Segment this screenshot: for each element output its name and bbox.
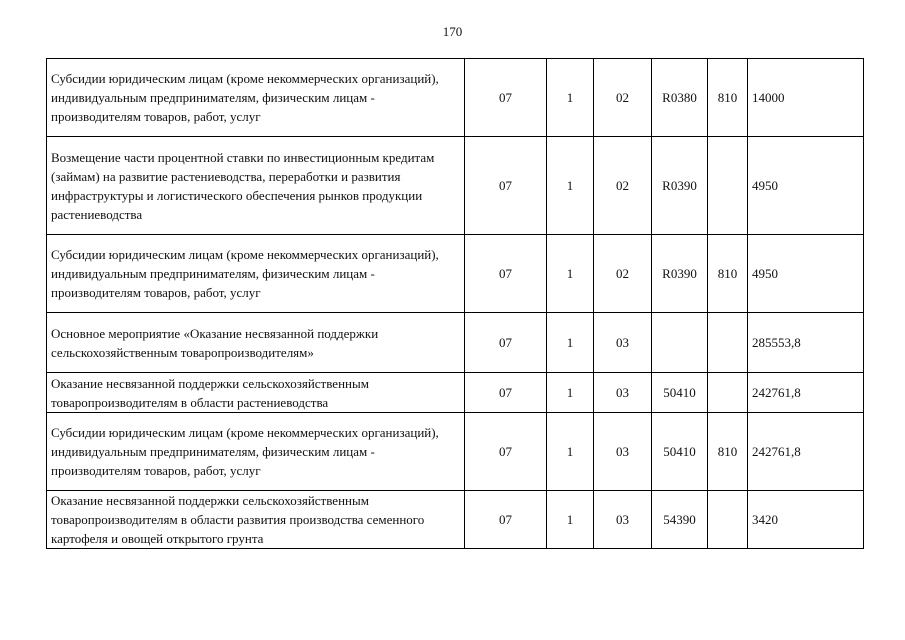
expense-type: 810 <box>708 235 748 313</box>
subsection-code: 1 <box>547 59 594 137</box>
subsection-code: 1 <box>547 491 594 549</box>
subsection-code: 1 <box>547 235 594 313</box>
item-code: 03 <box>594 373 652 413</box>
table-row <box>47 137 864 235</box>
item-code: 02 <box>594 137 652 235</box>
page-number: 170 <box>442 24 463 39</box>
target-code: 54390 <box>652 491 708 549</box>
amount: 242761,8 <box>748 373 864 413</box>
amount: 4950 <box>748 137 864 235</box>
subsection-code: 1 <box>547 137 594 235</box>
expense-type <box>708 373 748 413</box>
section-code: 07 <box>465 491 547 549</box>
item-code: 03 <box>594 313 652 373</box>
subsection-code: 1 <box>547 413 594 491</box>
table-row <box>47 373 864 413</box>
table-row <box>47 235 864 313</box>
expense-type <box>708 137 748 235</box>
table-row <box>47 413 864 491</box>
target-code: R0390 <box>652 235 708 313</box>
table-row <box>47 491 864 549</box>
item-code: 03 <box>594 413 652 491</box>
item-code: 02 <box>594 59 652 137</box>
row-name: Возмещение части процентной ставки по инвестиционным кредитам (займам) на развитие растениеводства, переработки и развития инфраструктуры и логистического обеспечения рынков продукции растениеводства <box>47 137 465 235</box>
row-name: Субсидии юридическим лицам (кроме некоммерческих организаций), индивидуальным предпринимателям, физическим лицам - производителям товаров, работ, услуг <box>47 59 465 137</box>
subsection-code: 1 <box>547 373 594 413</box>
amount: 285553,8 <box>748 313 864 373</box>
target-code: R0380 <box>652 59 708 137</box>
expense-type <box>708 491 748 549</box>
expense-type: 810 <box>708 59 748 137</box>
table-row <box>47 313 864 373</box>
subsection-code: 1 <box>547 313 594 373</box>
expense-type: 810 <box>708 413 748 491</box>
section-code: 07 <box>465 137 547 235</box>
row-name: Субсидии юридическим лицам (кроме некоммерческих организаций), индивидуальным предпринимателям, физическим лицам - производителям товаров, работ, услуг <box>47 235 465 313</box>
amount: 14000 <box>748 59 864 137</box>
expense-type <box>708 313 748 373</box>
section-code: 07 <box>465 235 547 313</box>
row-name: Оказание несвязанной поддержки сельскохозяйственным товаропроизводителям в области растениеводства <box>47 373 465 413</box>
row-name: Основное мероприятие «Оказание несвязанной поддержки сельскохозяйственным товаропроизводителям» <box>47 313 465 373</box>
item-code: 03 <box>594 491 652 549</box>
row-name: Субсидии юридическим лицам (кроме некоммерческих организаций), индивидуальным предпринимателям, физическим лицам - производителям товаров, работ, услуг <box>47 413 465 491</box>
section-code: 07 <box>465 373 547 413</box>
section-code: 07 <box>465 413 547 491</box>
amount: 3420 <box>748 491 864 549</box>
target-code <box>652 313 708 373</box>
target-code: 50410 <box>652 373 708 413</box>
target-code: R0390 <box>652 137 708 235</box>
section-code: 07 <box>465 313 547 373</box>
amount: 242761,8 <box>748 413 864 491</box>
item-code: 02 <box>594 235 652 313</box>
table-row <box>47 59 864 137</box>
budget-table <box>46 58 864 549</box>
section-code: 07 <box>465 59 547 137</box>
row-name: Оказание несвязанной поддержки сельскохозяйственным товаропроизводителям в области развития производства семенного картофеля и овощей открытого грунта <box>47 491 465 549</box>
amount: 4950 <box>748 235 864 313</box>
target-code: 50410 <box>652 413 708 491</box>
